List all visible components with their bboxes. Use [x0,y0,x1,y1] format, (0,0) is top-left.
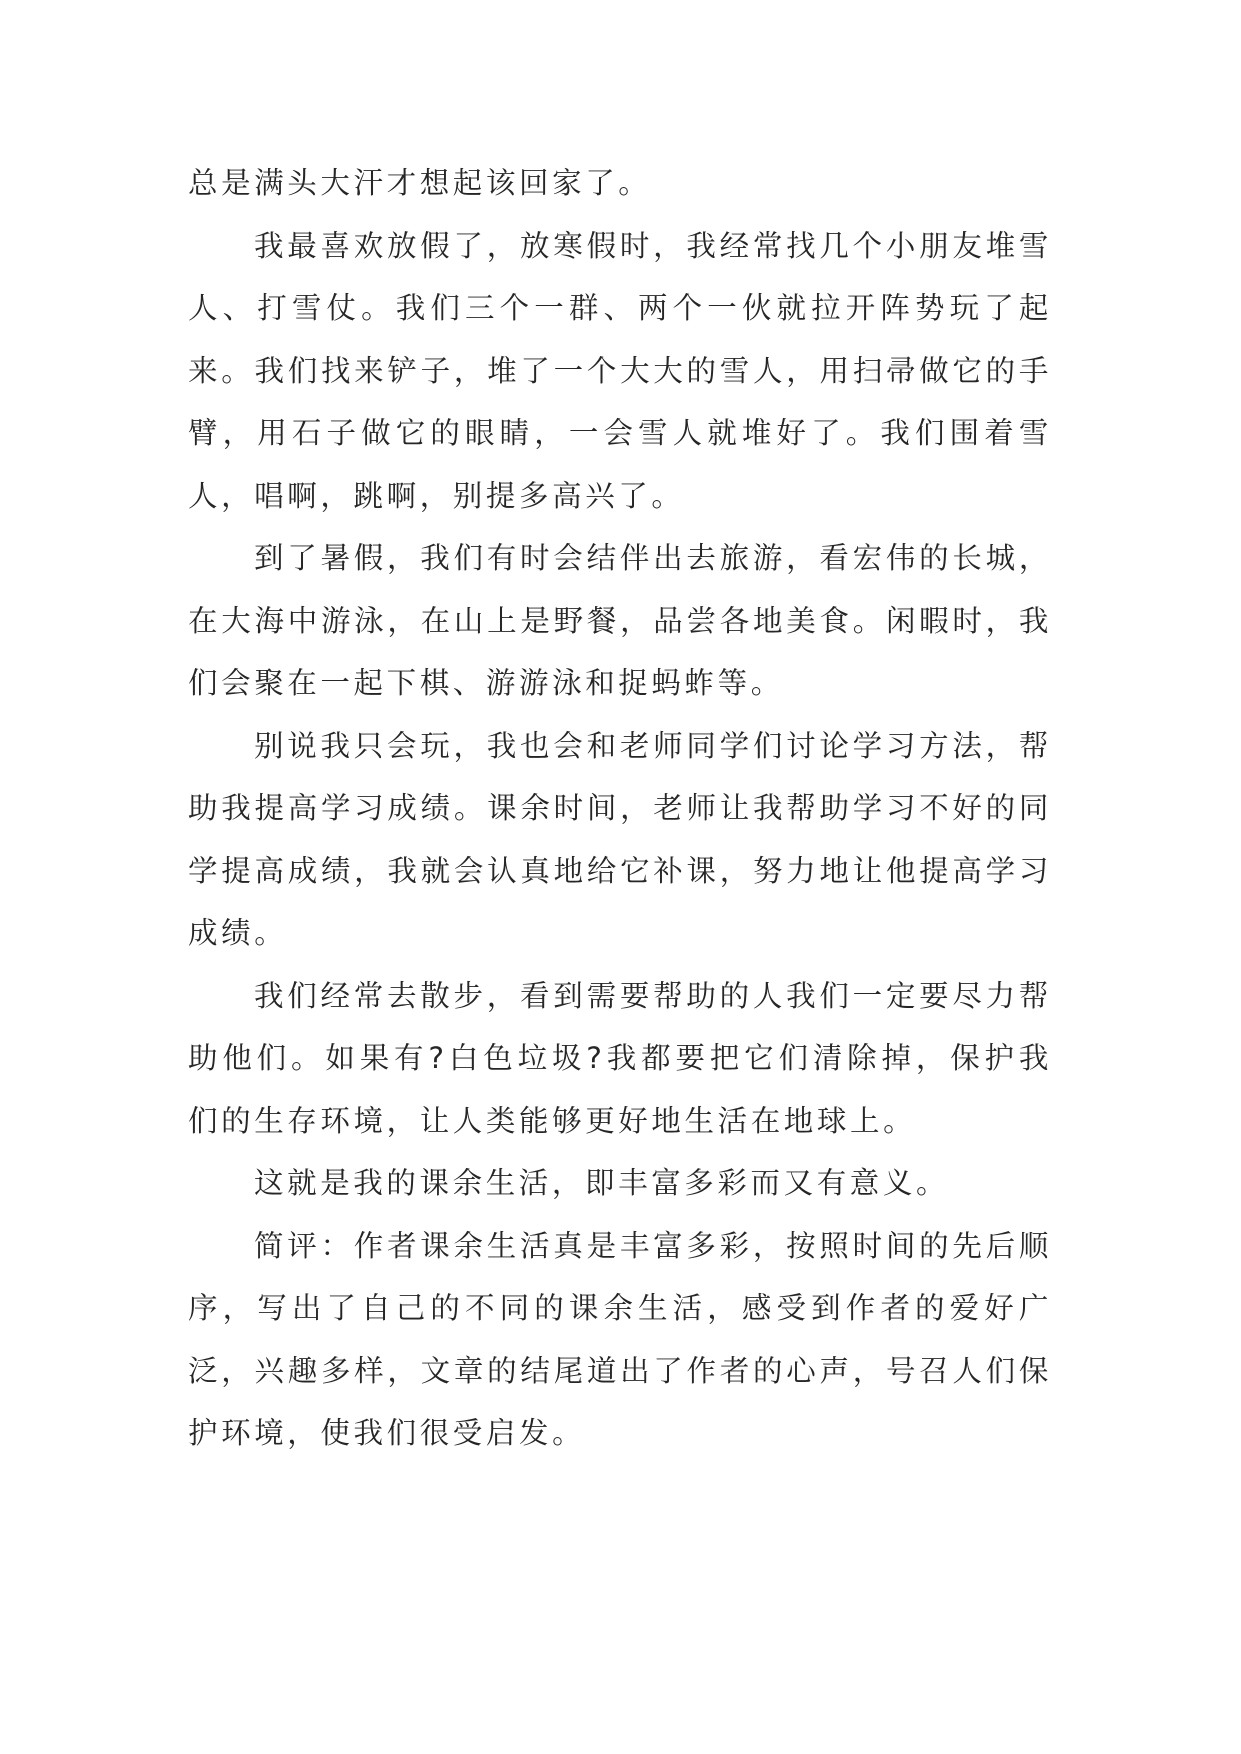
paragraph-study: 别说我只会玩，我也会和老师同学们讨论学习方法，帮助我提高学习成绩。课余时间，老师让我帮助学习不好的同学提高成绩，我就会认真地给它补课，努力地让他提高学习成绩。 [188,728,1052,950]
paragraph-commentary: 简评：作者课余生活真是丰富多彩，按照时间的先后顺序，写出了自己的不同的课余生活，感受到作者的爱好广泛，兴趣多样，文章的结尾道出了作者的心声，号召人们保护环境，使我们很受启发。 [188,1228,1052,1450]
paragraph-winter-vacation: 我最喜欢放假了，放寒假时，我经常找几个小朋友堆雪人、打雪仗。我们三个一群、两个一伙就拉开阵势玩了起来。我们找来铲子，堆了一个大大的雪人，用扫帚做它的手臂，用石子做它的眼睛，一会雪人就堆好了。我们围着雪人，唱啊，跳啊，别提多高兴了。 [188,228,1052,513]
paragraph-environment: 我们经常去散步，看到需要帮助的人我们一定要尽力帮助他们。如果有?白色垃圾?我都要把它们清除掉，保护我们的生存环境，让人类能够更好地生活在地球上。 [188,978,1052,1138]
paragraph-continuation: 总是满头大汗才想起该回家了。 [188,166,652,200]
paragraph-summer-vacation: 到了暑假，我们有时会结伴出去旅游，看宏伟的长城，在大海中游泳，在山上是野餐，品尝各地美食。闲暇时，我们会聚在一起下棋、游游泳和捉蚂蚱等。 [188,541,1052,700]
document-body [188,152,1052,1465]
paragraph-conclusion: 这就是我的课余生活，即丰富多彩而又有意义。 [254,1166,950,1200]
